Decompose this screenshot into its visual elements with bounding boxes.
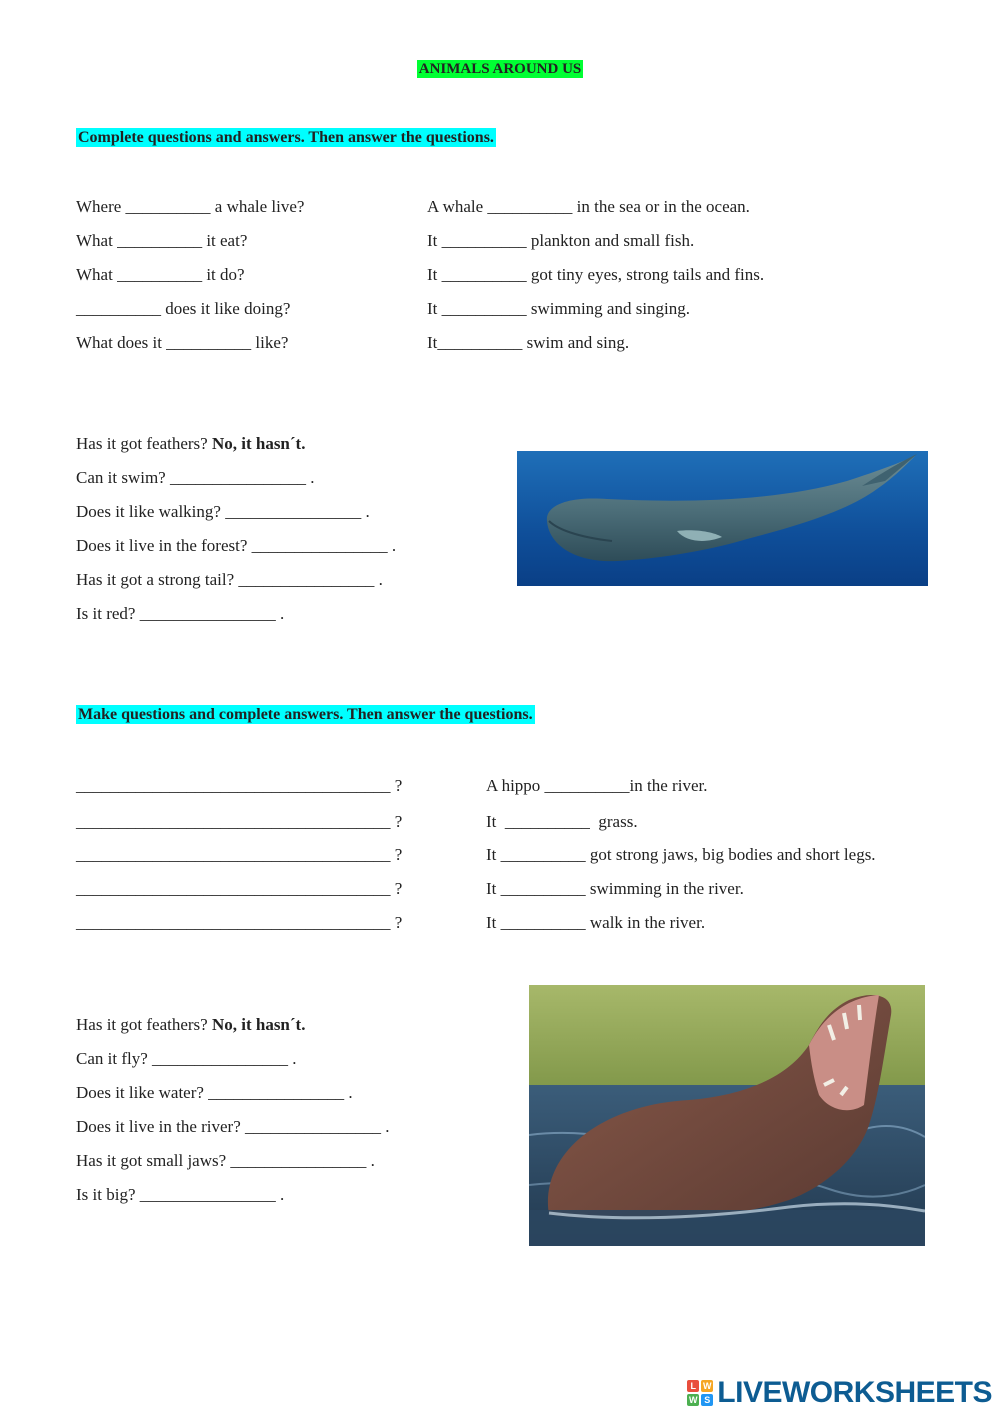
q2-question-2: _____________________________________ ?: [76, 812, 403, 831]
q2-question-1: _____________________________________ ?: [76, 776, 403, 795]
q1-question-1: Where __________ a whale live?: [76, 197, 305, 216]
logo-text: LIVEWORKSHEETS: [717, 1376, 992, 1409]
q1-yesno-5: Is it red? ________________ .: [76, 604, 285, 623]
q2-answer-3: It __________ got strong jaws, big bodies and short legs.: [486, 845, 876, 864]
q2-yesno-1: Can it fly? ________________ .: [76, 1049, 297, 1068]
worksheet-title: ANIMALS AROUND US: [418, 61, 582, 77]
q1-question-5: What does it __________ like?: [76, 333, 289, 352]
q1-question-3: What __________ it do?: [76, 265, 245, 284]
q2-example: [76, 1015, 305, 1035]
q2-yesno-2: Does it like water? ________________ .: [76, 1083, 353, 1102]
q2-answer-4: It __________ swimming in the river.: [486, 879, 744, 898]
q1-yesno-4: Has it got a strong tail? ________________ .: [76, 570, 383, 589]
q1-answer-5: It__________ swim and sing.: [427, 333, 630, 352]
q2-yesno-3: Does it live in the river? ________________ .: [76, 1117, 390, 1136]
q1-question-4: __________ does it like doing?: [76, 299, 291, 318]
liveworksheets-logo: [687, 1376, 992, 1410]
q1-question-2: What __________ it eat?: [76, 231, 248, 250]
q2-answer-5: It __________ walk in the river.: [486, 913, 706, 932]
q2-question-3: _____________________________________ ?: [76, 845, 403, 864]
hippo-photo: [529, 985, 925, 1246]
q1-answer-3: It __________ got tiny eyes, strong tails and fins.: [427, 265, 765, 284]
instruction-2: Make questions and complete answers. Then answer the questions.: [78, 706, 533, 723]
q1-yesno-3: Does it live in the forest? ________________ .: [76, 536, 397, 555]
example-question: Has it got feathers?: [76, 434, 208, 453]
q2-yesno-4: Has it got small jaws? ________________ .: [76, 1151, 375, 1170]
q2-answer-1: A hippo __________in the river.: [486, 776, 708, 795]
whale-photo: [517, 451, 928, 586]
q2-question-5: _____________________________________ ?: [76, 913, 403, 932]
logo-mark-icon: L W W S: [689, 1381, 712, 1405]
example-question: Has it got feathers?: [76, 1015, 208, 1034]
q1-yesno-1: Can it swim? ________________ .: [76, 468, 315, 487]
q2-yesno-5: Is it big? ________________ .: [76, 1185, 285, 1204]
q1-answer-2: It __________ plankton and small fish.: [427, 231, 695, 250]
q1-example: [76, 434, 305, 454]
q1-yesno-2: Does it like walking? ________________ .: [76, 502, 370, 521]
example-answer: No, it hasn´t.: [211, 434, 306, 453]
q1-answer-4: It __________ swimming and singing.: [427, 299, 691, 318]
q2-question-4: _____________________________________ ?: [76, 879, 403, 898]
q2-answer-2: It __________ grass.: [486, 812, 638, 831]
example-answer: No, it hasn´t.: [211, 1015, 306, 1034]
instruction-1: Complete questions and answers. Then answer the questions.: [78, 129, 494, 146]
q1-answer-1: A whale __________ in the sea or in the ocean.: [427, 197, 750, 216]
